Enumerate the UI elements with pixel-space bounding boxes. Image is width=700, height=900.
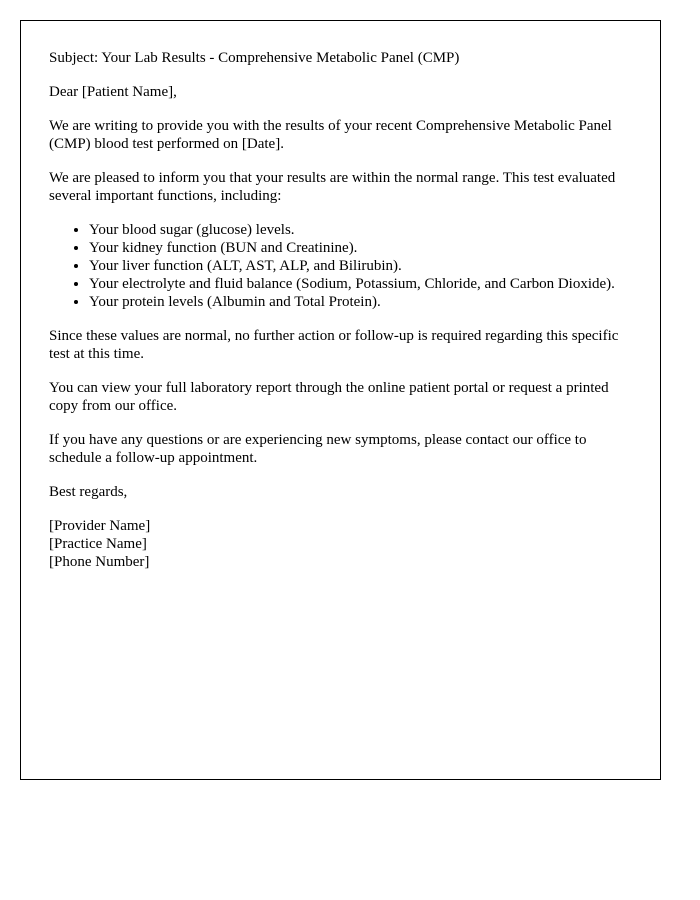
functions-list bbox=[49, 221, 632, 311]
list-item: • Your kidney function (BUN and Creatinine). bbox=[89, 239, 632, 257]
letter-intro: We are writing to provide you with the results of your recent Comprehensive Metabolic Panel (CMP) blood test performed on [Date]. bbox=[49, 118, 612, 152]
phone-number: [Phone Number] bbox=[49, 554, 150, 570]
report-access-paragraph: You can view your full laboratory report through the online patient portal or request a printed copy from our office. bbox=[49, 380, 609, 414]
list-item: • Your protein levels (Albumin and Total Protein). bbox=[89, 293, 632, 311]
no-action-paragraph: Since these values are normal, no further action or follow-up is required regarding this specific test at this time. bbox=[49, 328, 619, 362]
letter-closing: Best regards, bbox=[49, 484, 128, 500]
list-item: • Your electrolyte and fluid balance (Sodium, Potassium, Chloride, and Carbon Dioxide). bbox=[89, 275, 632, 293]
list-item: • Your blood sugar (glucose) levels. bbox=[89, 221, 632, 239]
list-item: • Your liver function (ALT, AST, ALP, and Bilirubin). bbox=[89, 257, 632, 275]
signature-block bbox=[49, 517, 632, 571]
practice-name: [Practice Name] bbox=[49, 536, 147, 552]
letter-greeting: Dear [Patient Name], bbox=[49, 84, 177, 100]
contact-paragraph: If you have any questions or are experiencing new symptoms, please contact our office to schedule a follow-up appointment. bbox=[49, 432, 587, 466]
letter-subject: Subject: Your Lab Results - Comprehensive Metabolic Panel (CMP) bbox=[49, 50, 460, 66]
letter-container bbox=[20, 20, 661, 780]
results-statement: We are pleased to inform you that your results are within the normal range. This test evaluated several important functions, including: bbox=[49, 170, 616, 204]
provider-name: [Provider Name] bbox=[49, 518, 151, 534]
